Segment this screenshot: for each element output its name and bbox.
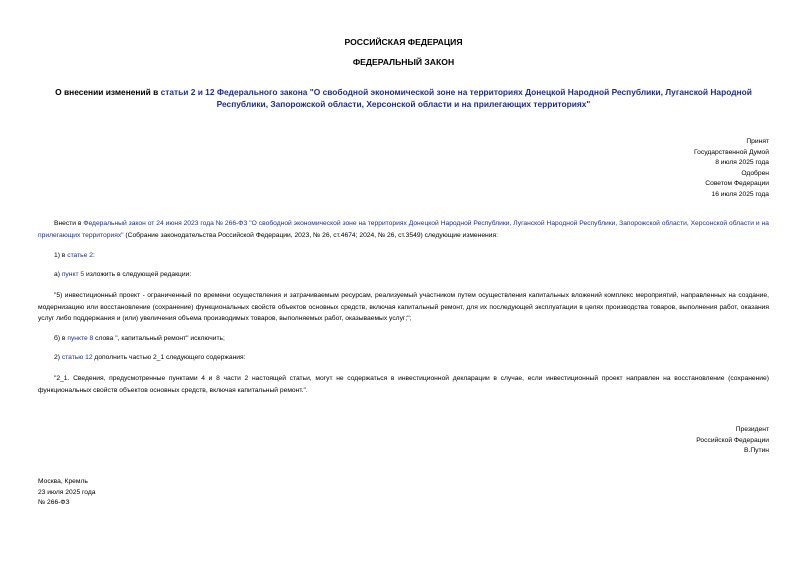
adopted-by: Государственной Думой (694, 148, 769, 156)
item-1 (38, 250, 769, 262)
item-1a-suffix: изложить в следующей редакции: (84, 271, 192, 278)
signature-country: Российской Федерации (696, 436, 769, 444)
country-heading: РОССИЙСКАЯ ФЕДЕРАЦИЯ (344, 37, 463, 47)
signature-name: В.Путин (744, 447, 769, 454)
item-1b-prefix: б) в (54, 335, 68, 342)
footer-block (38, 477, 96, 509)
point-5-link[interactable]: пункт 5 (61, 271, 85, 278)
law-title (55, 86, 752, 110)
approved-date: 16 июля 2025 года (711, 190, 769, 198)
approved-by: Советом Федерации (705, 180, 769, 187)
item-1-prefix: 1) в (54, 252, 68, 259)
footer-place: Москва, Кремль (38, 478, 88, 485)
footer-date: 23 июля 2025 года (38, 488, 96, 496)
intro-paragraph (38, 218, 769, 241)
adoption-block (694, 137, 769, 200)
item-1b (38, 333, 769, 345)
item-1-suffix: : (92, 252, 95, 259)
intro-prefix: Внести в (54, 220, 84, 227)
item-1a (38, 269, 769, 281)
point-8-link[interactable]: пункте 8 (67, 335, 94, 342)
intro-suffix: (Собрание законодательства Российской Федерации, 2023, № 26, ст.4674; 2024, № 26, ст.3549) следующие изменения: (123, 231, 498, 239)
quote-part-2-1: "2_1. Сведения, предусмотренные пунктами 4 и 8 части 2 настоящей статьи, могут не содержаться в инвестиционной декларации в случае, если инвестиционный проект направлен на восстановление (сохранение) функциональных свойств объектов основных средств, включая капитальный ремонт.". (38, 375, 769, 394)
law-title-prefix: О внесении изменений в (55, 87, 161, 97)
intro-law-link[interactable]: Федеральный закон от 24 июня 2023 года № 266-ФЗ "О свободной экономической зоне на территориях Донецкой Народной Республики, Луганской Народной Республики, Запорожской области, Херсонской области и на прилегающих территориях" (38, 220, 769, 239)
signature-block (696, 425, 769, 457)
quote-point-5: "5) инвестиционный проект - ограниченный по времени осуществления и затрачиваемым ресурсам, реализуемый участником путем осуществления капитальных вложений комплекс мероприятий, направленных на создание, модернизацию или восстановление (сохранение) функциональных свойств объектов основных средств, включая капитальный ремонт, для их последующей эксплуатации в целях производства товаров, выполнения работ, оказания услуг либо поддержания и (или) увеличения объема производимых товаров, выполняемых работ, оказываемых услуг;"; (38, 292, 769, 322)
item-2 (38, 352, 769, 364)
document-type-heading: ФЕДЕРАЛЬНЫЙ ЗАКОН (352, 57, 455, 67)
item-2-suffix: дополнить частью 2_1 следующего содержания: (92, 354, 246, 361)
signature-title: Президент (735, 426, 769, 433)
approved-label: Одобрен (741, 169, 769, 177)
item-1b-suffix: слова ", капитальный ремонт" исключить; (93, 335, 225, 342)
article-12-link[interactable]: статью 12 (61, 354, 93, 361)
adopted-date: 8 июля 2025 года (715, 159, 769, 166)
adopted-label: Принят (746, 138, 769, 145)
footer-number: № 266-ФЗ (38, 499, 70, 506)
article-2-link[interactable]: статье 2 (67, 252, 93, 259)
item-2-prefix: 2) (54, 354, 62, 361)
law-title-link[interactable]: статьи 2 и 12 Федерального закона "О свободной экономической зоне на территориях Донецкой Народной Республики, Луганской Народной Республики, Запорожской области, Херсонской области и на прилегающих территориях" (160, 87, 752, 109)
item-1a-prefix: а) (54, 271, 62, 278)
